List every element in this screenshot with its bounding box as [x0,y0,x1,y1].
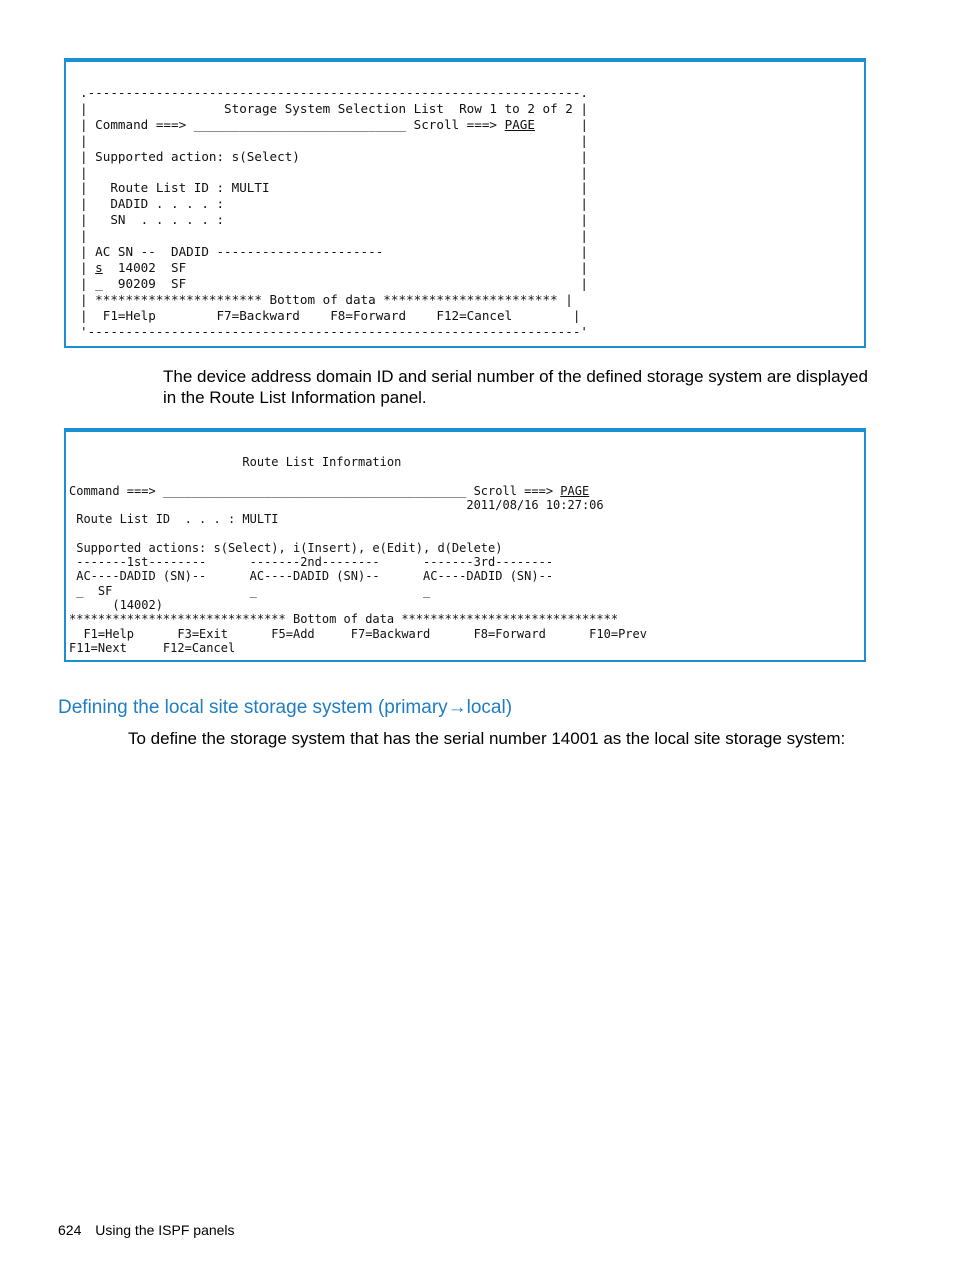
panel2-line: Supported actions: s(Select), i(Insert), e(Edit), d(Delete) [69,540,503,555]
panel2-line: ****************************** Bottom of data ****************************** [69,612,619,627]
description-paragraph: The device address domain ID and serial number of the defined storage system are displayed in the Route List Information panel. [163,367,868,407]
panel1-line: | | [80,228,588,244]
terminal-screen-text [80,85,588,340]
panel2-line: -------1st-------- -------2nd-------- -------3rd-------- [69,555,554,570]
panel1-line: | ********************** Bottom of data *********************** | [80,291,573,307]
panel2-line: AC----DADID (SN)-- AC----DADID (SN)-- AC----DADID (SN)-- [69,569,554,584]
panel1-line: '-----------------------------------------------------------------' [80,323,588,339]
terminal-screen-text [69,455,647,655]
panel2-line: Command ===> __________________________________________ Scroll ===> PAGE [69,483,590,498]
panel2-line: F1=Help F3=Exit F5=Add F7=Backward F8=Forward F10=Prev [69,626,647,641]
panel1-line: | F1=Help F7=Backward F8=Forward F12=Cancel | [80,307,581,323]
panel2-line: 2011/08/16 10:27:06 [69,497,604,512]
panel1-line: | | [80,132,588,148]
page-number: 624 [58,1222,82,1238]
footer-section-title: Using the ISPF panels [95,1222,235,1238]
panel2-line: Route List ID . . . : MULTI [69,512,279,527]
panel1-line: | _ 90209 SF | [80,275,588,291]
panel1-line: | Storage System Selection List Row 1 to 2 of 2 | [80,100,588,116]
panel1-line: | Supported action: s(Select) | [80,148,588,164]
panel2-line: F11=Next F12=Cancel [69,640,236,655]
instruction-paragraph: To define the storage system that has the serial number 14001 as the local site storage system: [128,729,846,748]
panel1-line: | SN . . . . . : | [80,212,588,228]
panel2-line: Route List Information [69,455,402,469]
page-footer [58,1222,235,1238]
panel1-line: | AC SN -- DADID ---------------------- | [80,244,588,260]
panel1-line: | s 14002 SF | [80,259,589,275]
panel1-line: | Route List ID : MULTI | [80,180,588,196]
panel1-line: | Command ===> ____________________________ Scroll ===> PAGE | [80,116,589,132]
panel1-line: .-----------------------------------------------------------------. [80,85,588,100]
panel2-line: _ SF _ _ [69,583,431,598]
panel1-line: | | [80,164,588,180]
route-list-information-panel [64,428,866,662]
panel1-line: | DADID . . . . : | [80,196,588,212]
storage-system-selection-panel [64,58,866,348]
section-heading: Defining the local site storage system (primary→local) [58,697,513,718]
panel2-line: (14002) [69,597,163,612]
